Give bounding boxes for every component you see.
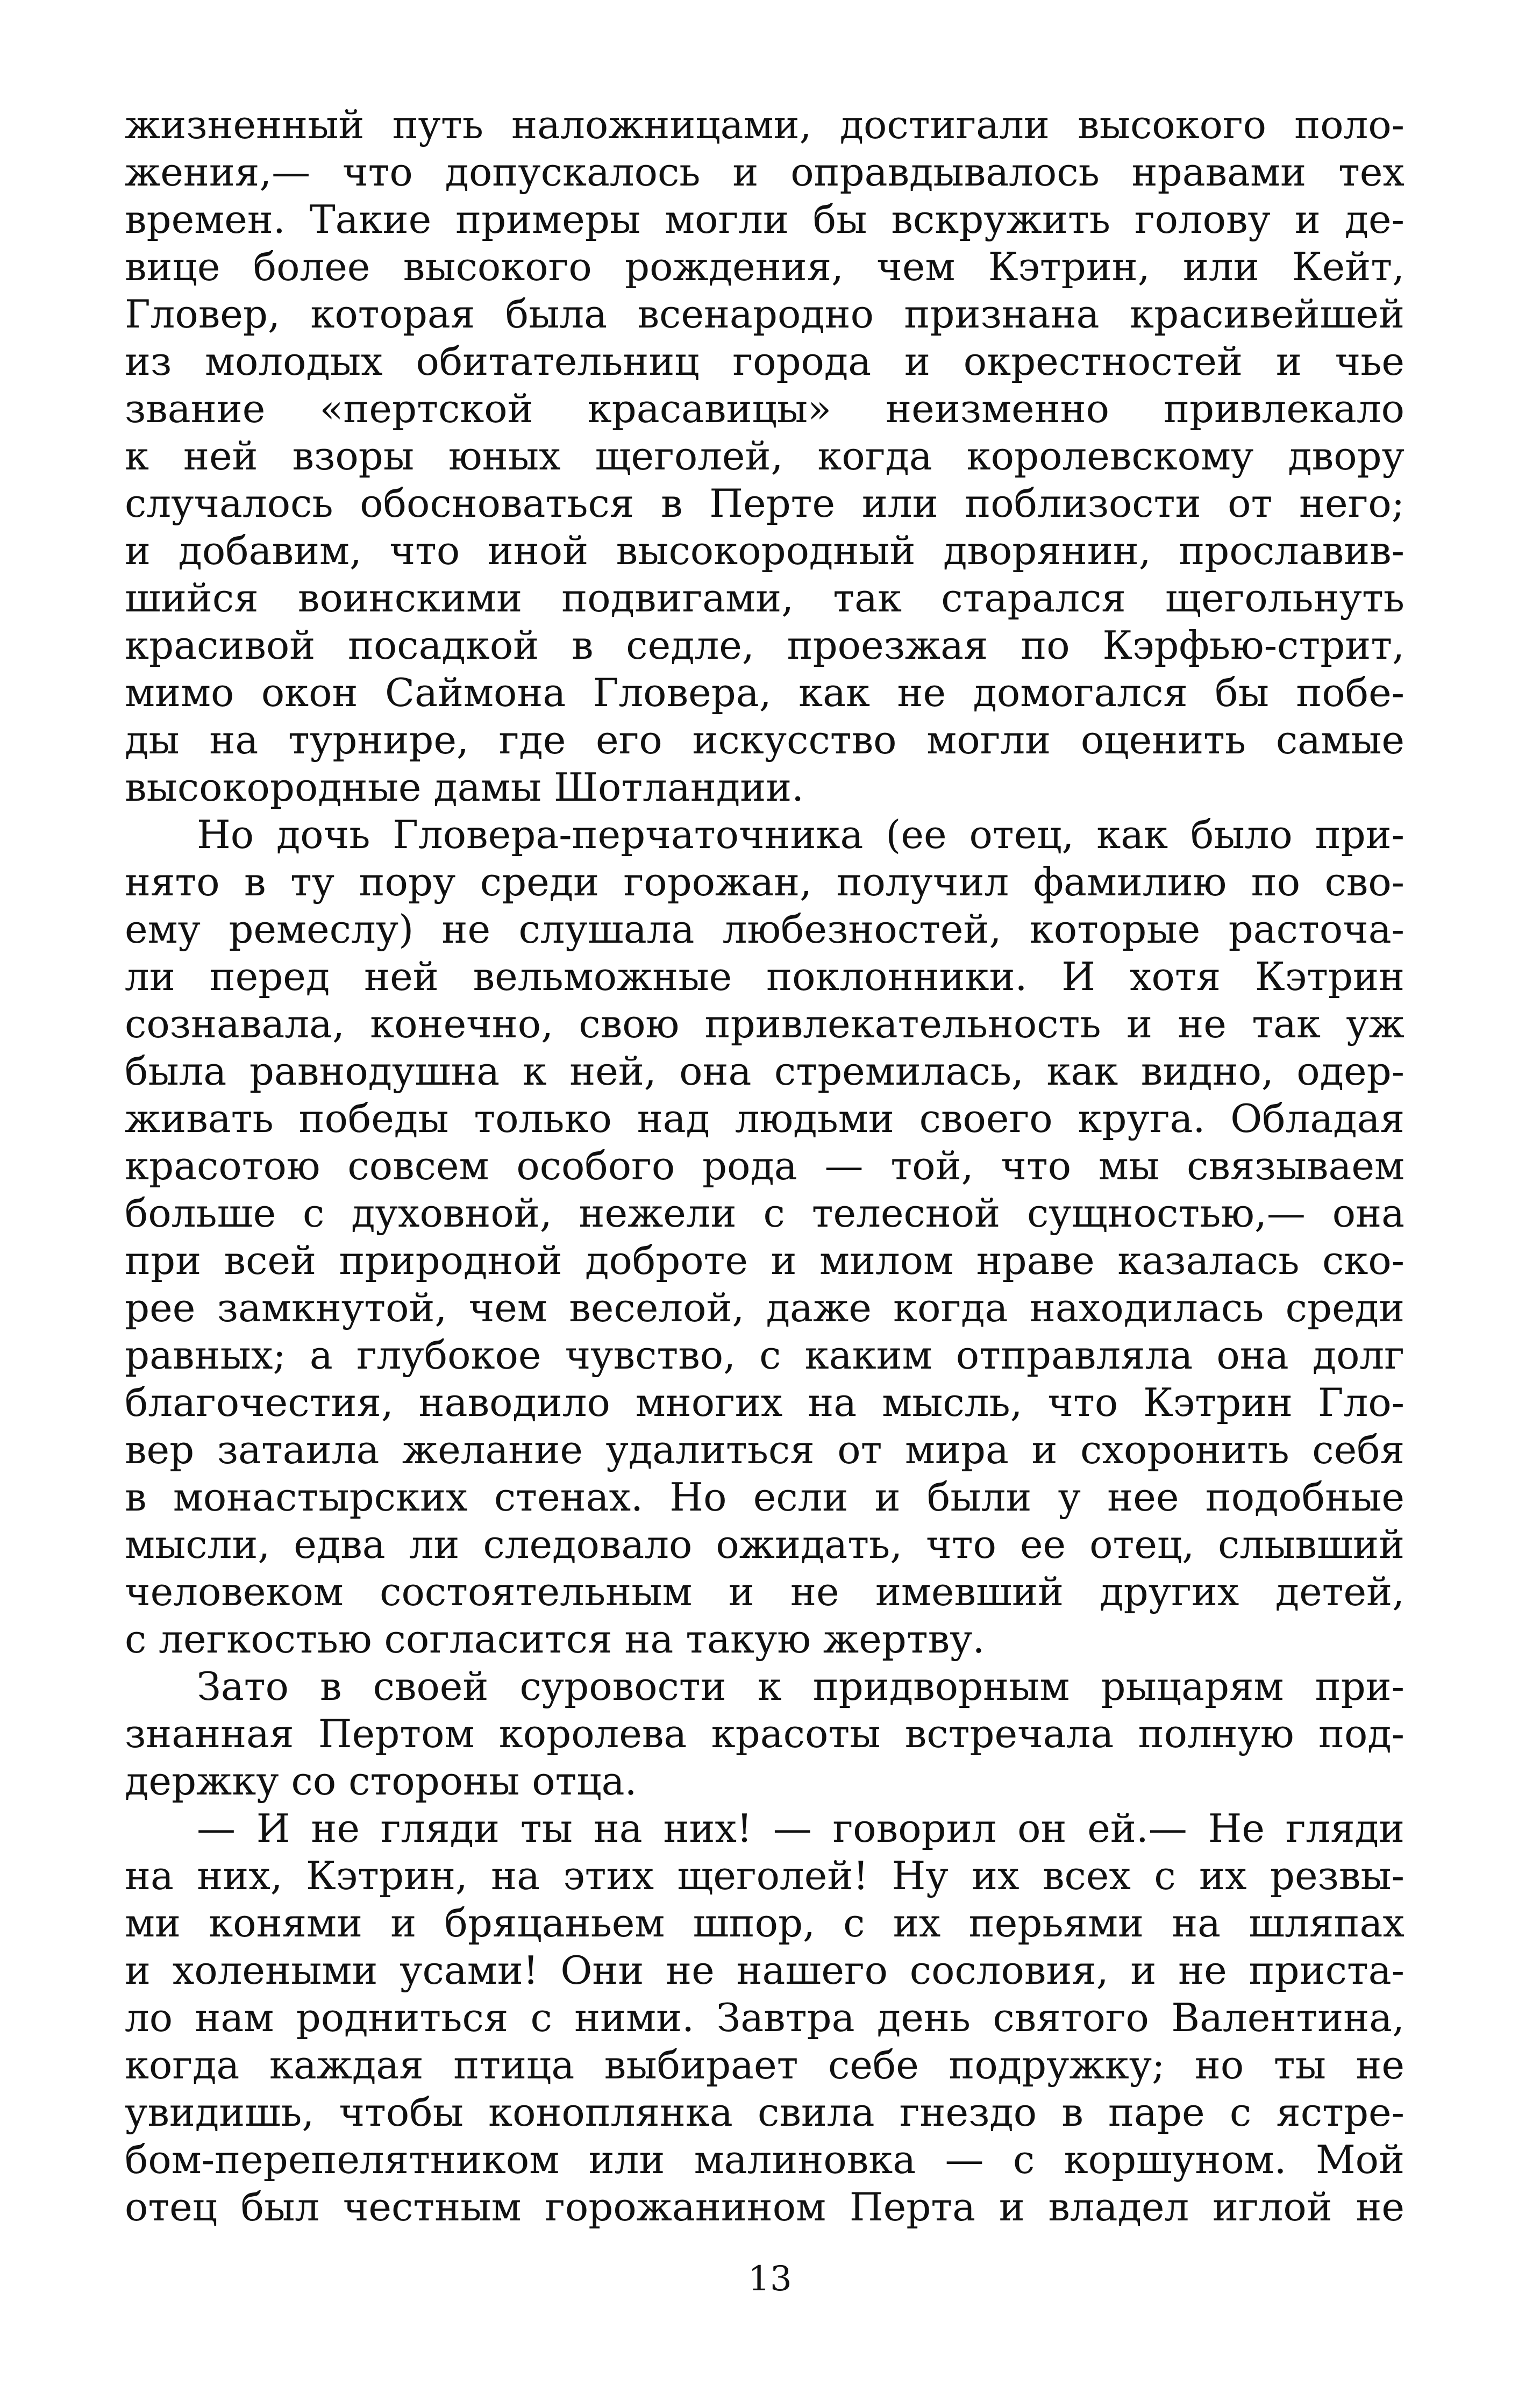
text-line: была равнодушна к ней, она стремилась, как видно, одер-	[125, 1049, 1404, 1094]
text-line: ми конями и бряцаньем шпор, с их перьями на шляпах	[125, 1900, 1404, 1946]
text-line: вице более высокого рождения, чем Кэтрин, или Кейт,	[125, 244, 1404, 289]
text-line: Гловер, которая была всенародно признана красивейшей	[125, 291, 1404, 337]
text-line: — И не гляди ты на них! — говорил он ей.— Не гляди	[197, 1806, 1404, 1851]
text-line: Но дочь Гловера-перчаточника (ее отец, как было при-	[197, 812, 1404, 857]
text-line: увидишь, чтобы коноплянка свила гнездо в паре с ястре-	[125, 2090, 1404, 2135]
text-line: и добавим, что иной высокородный дворянин, прославив-	[125, 528, 1404, 573]
text-line: и холеными усами! Они не нашего сословия, и не приста-	[125, 1948, 1404, 1993]
text-line: из молодых обитательниц города и окрестностей и чье	[125, 339, 1404, 384]
text-line: шийся воинскими подвигами, так старался щегольнуть	[125, 575, 1404, 621]
text-line: сознавала, конечно, свою привлекательность и не так уж	[125, 1001, 1404, 1046]
text-line: случалось обосноваться в Перте или поблизости от него;	[125, 481, 1404, 526]
text-line: вер затаила желание удалиться от мира и схоронить себя	[125, 1427, 1404, 1472]
paragraph	[125, 101, 1404, 811]
text-line: нято в ту пору среди горожан, получил фамилию по сво-	[125, 859, 1404, 905]
text-line: знанная Пертом королева красоты встречала полную под-	[125, 1711, 1404, 1756]
text-line: красотою совсем особого рода — той, что мы связываем	[125, 1143, 1404, 1188]
text-line: при всей природной доброте и милом нраве казалась ско-	[125, 1238, 1404, 1283]
text-line: в монастырских стенах. Но если и были у нее подобные	[125, 1475, 1404, 1520]
text-line: звание «пертской красавицы» неизменно привлекало	[125, 386, 1404, 431]
text-line: к ней взоры юных щеголей, когда королевскому двору	[125, 433, 1404, 479]
text-line: Зато в своей суровости к придворным рыцарям при-	[197, 1664, 1404, 1709]
text-line: высокородные дамы Шотландии.	[125, 765, 804, 810]
text-line: бом-перепелятником или малиновка — с коршуном. Мой	[125, 2137, 1404, 2182]
text-line: ло нам родниться с ними. Завтра день святого Валентина,	[125, 1995, 1404, 2040]
text-line: ды на турнире, где его искусство могли оценить самые	[125, 717, 1404, 763]
text-line: равных; а глубокое чувство, с каким отправляла она долг	[125, 1333, 1404, 1378]
text-line: рее замкнутой, чем веселой, даже когда находилась среди	[125, 1285, 1404, 1330]
paragraph	[125, 1663, 1404, 1805]
text-line: благочестия, наводило многих на мысль, что Кэтрин Гло-	[125, 1380, 1404, 1425]
text-line: на них, Кэтрин, на этих щеголей! Ну их всех с их резвы-	[125, 1853, 1404, 1898]
text-line: живать победы только над людьми своего круга. Обладая	[125, 1096, 1404, 1141]
text-line: с легкостью согласится на такую жертву.	[125, 1616, 985, 1662]
text-line: когда каждая птица выбирает себе подружку; но ты не	[125, 2042, 1404, 2088]
text-line: мысли, едва ли следовало ожидать, что ее отец, слывший	[125, 1522, 1404, 1567]
text-line: жения,— что допускалось и оправдывалось нравами тех	[125, 149, 1404, 195]
paragraph	[125, 1805, 1404, 2231]
text-line: мимо окон Саймона Гловера, как не домогался бы побе-	[125, 670, 1404, 715]
text-line: жизненный путь наложницами, достигали высокого поло-	[125, 102, 1404, 147]
text-line: держку со стороны отца.	[125, 1758, 637, 1804]
text-line: человеком состоятельным и не имевший других детей,	[125, 1569, 1404, 1614]
text-line: ли перед ней вельможные поклонники. И хотя Кэтрин	[125, 954, 1404, 999]
text-line: ему ремеслу) не слушала любезностей, которые расточа-	[125, 907, 1404, 952]
body-text	[125, 101, 1404, 2231]
text-line: отец был честным горожанином Перта и владел иглой не	[125, 2184, 1404, 2230]
text-line: больше с духовной, нежели с телесной сущностью,— она	[125, 1191, 1404, 1236]
text-line: красивой посадкой в седле, проезжая по Кэрфью-стрит,	[125, 623, 1404, 668]
paragraph	[125, 811, 1404, 1663]
page-number: 13	[748, 2259, 792, 2299]
text-line: времен. Такие примеры могли бы вскружить голову и де-	[125, 197, 1404, 242]
